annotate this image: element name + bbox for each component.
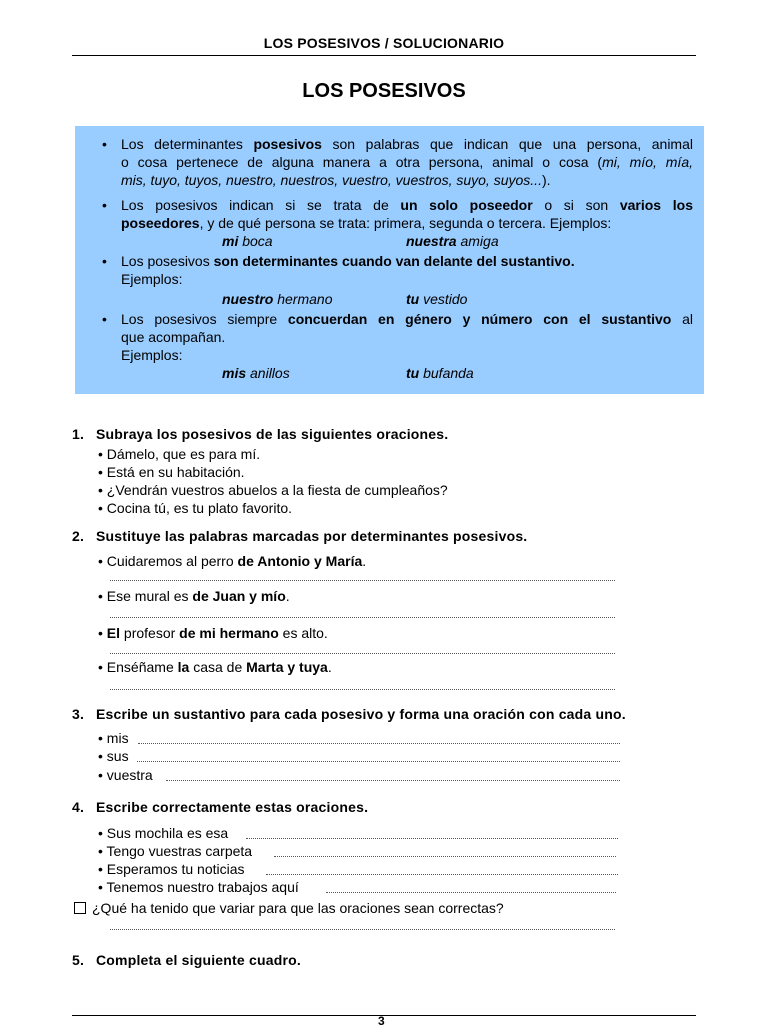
answer-line[interactable] bbox=[110, 653, 615, 654]
question-1: 1. Subraya los posesivos de las siguientes oraciones. bbox=[72, 426, 449, 442]
bullet-icon: • bbox=[102, 253, 107, 269]
list-item: • Sus mochila es esa bbox=[98, 825, 229, 841]
info-line: que acompañan. bbox=[121, 329, 226, 345]
info-line: o cosa pertenece de alguna manera a otra persona, animal o cosa (mi, mío, mía, bbox=[121, 154, 693, 170]
info-line: mis, tuyo, tuyos, nuestro, nuestros, vuestro, vuestros, suyo, suyos...). bbox=[121, 172, 551, 188]
checkbox-icon[interactable] bbox=[74, 902, 86, 914]
page-number: 3 bbox=[378, 1014, 385, 1028]
question-2: 2. Sustituye las palabras marcadas por determinantes posesivos. bbox=[72, 528, 528, 544]
answer-line[interactable] bbox=[274, 856, 616, 857]
example: nuestra amiga bbox=[406, 233, 499, 249]
page-title: LOS POSESIVOS bbox=[302, 80, 466, 102]
list-item: • sus bbox=[98, 748, 129, 764]
bullet-icon: • bbox=[102, 136, 107, 152]
answer-line[interactable] bbox=[166, 780, 620, 781]
question-5: 5. Completa el siguiente cuadro. bbox=[72, 952, 301, 968]
answer-line[interactable] bbox=[110, 580, 615, 581]
info-line: Los posesivos son determinantes cuando van delante del sustantivo. bbox=[121, 253, 575, 269]
list-item: • Tenemos nuestro trabajos aquí bbox=[98, 879, 299, 895]
info-line: Ejemplos: bbox=[121, 347, 183, 363]
list-item: • mis bbox=[98, 730, 129, 746]
answer-line[interactable] bbox=[137, 761, 620, 762]
list-item: • Enséñame la casa de Marta y tuya. bbox=[98, 659, 332, 675]
bullet-icon: • bbox=[102, 197, 107, 213]
answer-line[interactable] bbox=[138, 743, 620, 744]
answer-line[interactable] bbox=[266, 874, 618, 875]
list-item: • Está en su habitación. bbox=[98, 464, 245, 480]
list-item: • El profesor de mi hermano es alto. bbox=[98, 625, 328, 641]
example: mis anillos bbox=[222, 365, 290, 381]
list-item: • Tengo vuestras carpeta bbox=[98, 843, 253, 859]
answer-line[interactable] bbox=[110, 929, 615, 930]
info-line: Los posesivos indican si se trata de un solo poseedor o si son varios los bbox=[121, 197, 693, 213]
list-item: • Ese mural es de Juan y mío. bbox=[98, 588, 290, 604]
page-header: LOS POSESIVOS / SOLUCIONARIO bbox=[263, 35, 505, 51]
bullet-icon: • bbox=[102, 311, 107, 327]
list-item: • Cocina tú, es tu plato favorito. bbox=[98, 500, 293, 516]
question-4: 4. Escribe correctamente estas oraciones. bbox=[72, 799, 369, 815]
info-line: Ejemplos: bbox=[121, 271, 183, 287]
info-line: Los posesivos siempre concuerdan en género y número con el sustantivo al bbox=[121, 311, 694, 327]
info-line: Los determinantes posesivos son palabras que indican que una persona, animal bbox=[121, 136, 693, 152]
example: mi boca bbox=[222, 233, 273, 249]
example: nuestro hermano bbox=[222, 291, 333, 307]
list-item: • Esperamos tu noticias bbox=[98, 861, 245, 877]
answer-line[interactable] bbox=[246, 838, 618, 839]
answer-line[interactable] bbox=[110, 689, 615, 690]
header-rule bbox=[72, 55, 696, 56]
question-3: 3. Escribe un sustantivo para cada posesivo y forma una oración con cada uno. bbox=[72, 706, 626, 722]
list-item: • vuestra bbox=[98, 767, 153, 783]
answer-line[interactable] bbox=[326, 892, 616, 893]
checkbox-question: ¿Qué ha tenido que variar para que las oraciones sean correctas? bbox=[74, 899, 504, 917]
info-line: poseedores, y de qué persona se trata: primera, segunda o tercera. Ejemplos: bbox=[121, 215, 612, 231]
list-item: • Dámelo, que es para mí. bbox=[98, 446, 261, 462]
list-item: • ¿Vendrán vuestros abuelos a la fiesta de cumpleaños? bbox=[98, 482, 448, 498]
example: tu vestido bbox=[406, 291, 468, 307]
example: tu bufanda bbox=[406, 365, 474, 381]
answer-line[interactable] bbox=[110, 617, 615, 618]
list-item: • Cuidaremos al perro de Antonio y María. bbox=[98, 553, 367, 569]
